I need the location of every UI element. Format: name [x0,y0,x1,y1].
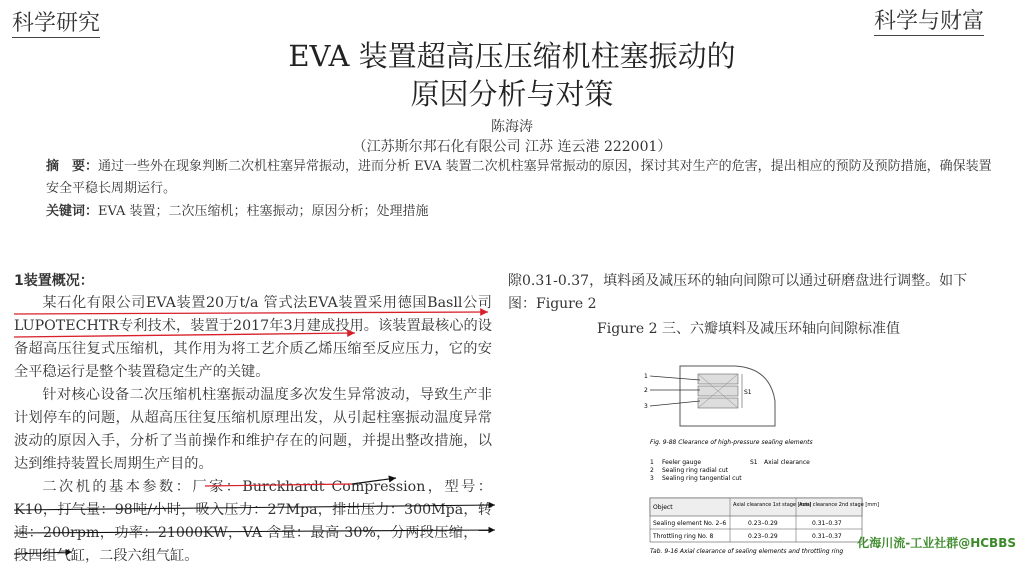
legend-num: 3 [650,475,654,482]
table-header: Object [653,504,673,511]
right-column-text: 隙0.31-0.37，填料函及减压环的轴向间隙可以通过研磨盘进行调整。如下图：Figure 2 [508,273,968,312]
clearance-table [650,498,879,542]
keywords-text: EVA 装置；二次压缩机；柱塞振动；原因分析；处理措施 [98,204,429,219]
watermark: 化海川流-工业社群@HCBBS [857,536,1016,550]
section-body [14,292,492,568]
figure-caption: Figure 2 三、六瓣填料及减压环轴向间隙标准值 [597,321,900,337]
paper-title-line1: EVA 装置超高压压缩机柱塞振动的 [288,39,736,73]
paper-title-line2: 原因分析与对策 [410,77,614,111]
legend-text: Sealing ring radial cut [662,467,729,474]
svg-text:1: 1 [644,373,648,380]
table-cell: 0.31–0.37 [812,533,842,540]
figure-legend [650,459,810,482]
svg-text:3: 3 [644,403,648,410]
keywords-label: 关键词： [46,204,99,219]
figure-2 [640,346,880,559]
section-heading: 1装置概况： [14,273,94,289]
table-header: Axial clearance 1st stage [mm] [733,502,812,508]
table-header: Axial clearance 2nd stage [mm] [799,502,880,508]
body-paragraph: 某石化有限公司EVA装置20万t/a 管式法EVA装置采用德国Basll公司LUPOTECHTR专利技术，装置于2017年3月建成投用。该装置最核心的设备超高压往复式压缩机，其作用为将工艺介质乙烯压缩至反应压力，它的安全平稳运行是整个装置稳定生产的关键。 [14,295,492,380]
body-paragraph: 针对核心设备二次压缩机柱塞振动温度多次发生异常波动，导致生产非计划停车的问题，从超高压往复压缩机原理出发，从引起柱塞振动温度异常波动的原因入手，分析了当前操作和维护存在的问题，并提出整改措施，以达到维持装置长周期生产目的。 [14,387,492,472]
legend-num: S1 [750,459,758,466]
affiliation: （江苏斯尔邦石化有限公司 江苏 连云港 222001） [352,139,672,155]
legend-text: Feeler gauge [662,459,702,466]
legend-num: 2 [650,467,654,474]
table-cell: 0.23–0.29 [748,520,778,527]
svg-text:2: 2 [644,387,648,394]
sealing-diagram [640,346,880,559]
table-cell: 0.23–0.29 [748,533,778,540]
author: 陈海涛 [491,119,533,135]
abstract [46,156,996,200]
legend-num: 1 [650,459,654,466]
legend-text: Axial clearance [764,459,810,466]
abstract-label: 摘 要： [46,159,99,174]
body-paragraph: 二次机的基本参数：厂家：Burckhardt Compression，型号：K10，打气量：98吨/小时，吸入压力：27Mpa，排出压力：300Mpa，转速：200rpm，功率：21000KW，VA 含量：最高 30%，分两段压缩，一段四组气缸，二段六组气缸。 [14,479,492,564]
svg-text:S1: S1 [744,389,752,396]
table-cell: 0.31–0.37 [812,520,842,527]
abstract-text: 通过一些外在现象判断二次机柱塞异常振动，进而分析 EVA 装置二次机柱塞异常振动的原因，探讨其对生产的危害，提出相应的预防及预防措施，确保装置安全平稳长周期运行。 [46,159,992,196]
table-cell: Sealing element No. 2–6 [653,520,727,527]
table-caption: Tab. 9-16 Axial clearance of sealing elements and throttling ring [650,548,844,555]
journal-name: 科学与财富 [874,4,984,36]
packing-cross-section [644,366,775,426]
figure-label: Fig. 9-88 Clearance of high-pressure sealing elements [650,439,813,446]
journal-section-label: 科学研究 [12,6,100,38]
table-cell: Throttling ring No. 8 [653,533,714,540]
legend-text: Sealing ring tangential cut [662,475,742,482]
keywords [46,200,429,219]
